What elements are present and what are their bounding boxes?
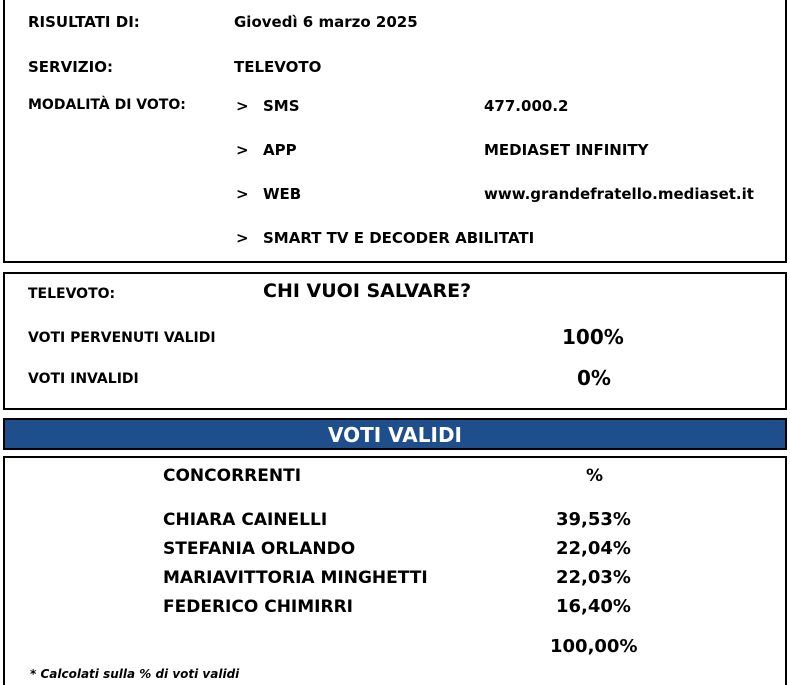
- contestant-pct: 39,53%: [556, 509, 631, 530]
- modalita-detail-sms: 477.000.2: [484, 97, 569, 115]
- modalita-label: MODALITÀ DI VOTO:: [28, 97, 186, 113]
- televoto-label: TELEVOTO:: [28, 286, 116, 302]
- contestant-name: STEFANIA ORLANDO: [163, 539, 356, 559]
- voti-invalidi-label: VOTI INVALIDI: [28, 371, 139, 387]
- concorrenti-header: CONCORRENTI: [163, 466, 302, 486]
- percent-header: %: [586, 466, 604, 486]
- contestant-pct: 22,03%: [556, 567, 631, 588]
- contestant-name: CHIARA CAINELLI: [163, 510, 328, 530]
- arrow-icon: >: [236, 185, 249, 203]
- contestant-pct: 22,04%: [556, 538, 631, 559]
- voti-validi-label: VOTI PERVENUTI VALIDI: [28, 330, 216, 346]
- servizio-label: SERVIZIO:: [28, 58, 113, 76]
- contestant-name: MARIAVITTORIA MINGHETTI: [163, 568, 428, 588]
- modalita-detail-app: MEDIASET INFINITY: [484, 141, 649, 159]
- voti-validi-value: 100%: [562, 325, 624, 349]
- banner-title: VOTI VALIDI: [327, 423, 462, 447]
- televoto-question: CHI VUOI SALVARE?: [263, 280, 472, 302]
- voti-invalidi-value: 0%: [577, 366, 611, 390]
- total-pct: 100,00%: [550, 636, 638, 657]
- arrow-icon: >: [236, 229, 249, 247]
- modalita-channel-app: APP: [263, 141, 297, 159]
- arrow-icon: >: [236, 141, 249, 159]
- contestant-pct: 16,40%: [556, 596, 631, 617]
- risultati-label: RISULTATI DI:: [28, 13, 140, 31]
- footnote: * Calcolati sulla % di voti validi: [30, 667, 240, 681]
- voti-validi-banner: [3, 418, 787, 450]
- arrow-icon: >: [236, 97, 249, 115]
- servizio-value: TELEVOTO: [234, 58, 322, 76]
- modalita-channel-smarttv: SMART TV E DECODER ABILITATI: [263, 229, 535, 247]
- contestant-name: FEDERICO CHIMIRRI: [163, 597, 353, 617]
- risultati-date: Giovedì 6 marzo 2025: [234, 13, 418, 31]
- modalita-channel-sms: SMS: [263, 97, 300, 115]
- modalita-channel-web: WEB: [263, 185, 302, 203]
- modalita-detail-web: www.grandefratello.mediaset.it: [484, 185, 754, 203]
- info-box: [3, 0, 787, 263]
